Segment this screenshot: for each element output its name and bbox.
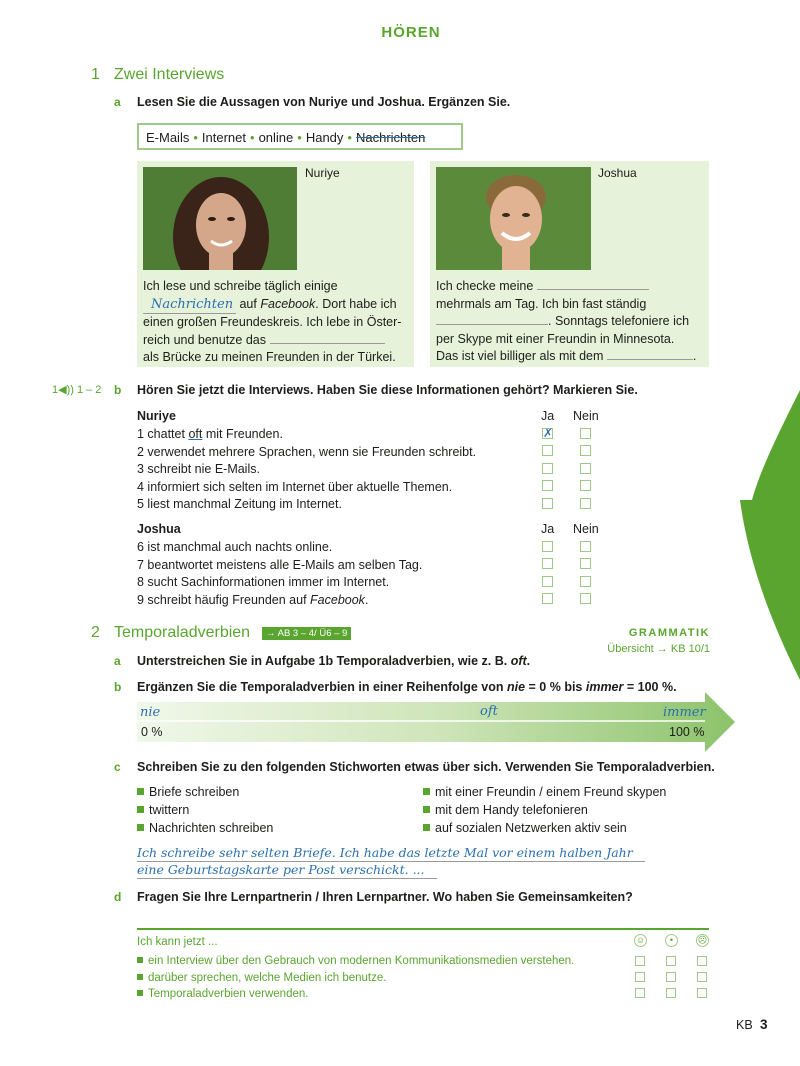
can-do-text: ein Interview über den Gebrauch von modernen Kommunikationsmedien verstehen. — [148, 955, 575, 967]
joshua-line: per Skype mit einer Freundin in Minnesota. — [436, 331, 675, 346]
word-bank-item: Internet — [201, 130, 246, 145]
task-1a-letter: a — [114, 95, 121, 109]
nuriye-answer-1: Nachrichten — [143, 296, 236, 315]
keyword-text: twittern — [149, 803, 190, 817]
checkbox-3-nein[interactable] — [580, 463, 591, 474]
joshua-text — [436, 278, 706, 366]
joshua-photo — [436, 167, 591, 270]
can-do-divider — [137, 928, 709, 930]
col-ja: Ja — [541, 409, 555, 423]
checkbox-6-ja[interactable] — [542, 541, 553, 552]
checkbox-8-ja[interactable] — [542, 576, 553, 587]
joshua-line: Ich checke meine — [436, 279, 534, 293]
grammatik-ref[interactable]: Übersicht → KB 10/1 — [607, 643, 710, 655]
task-2d-instruction: Fragen Sie Ihre Lernpartnerin / Ihren Lernpartner. Wo haben Sie Gemeinsamkeiten? — [137, 890, 633, 904]
nuriye-portrait-image — [143, 167, 297, 270]
task-2a-instruction — [137, 654, 530, 668]
checkbox-2-nein[interactable] — [580, 445, 591, 456]
can-do-3-good[interactable] — [635, 988, 645, 998]
checkbox-5-ja[interactable] — [542, 498, 553, 509]
instruction-text: Ergänzen Sie die Temporaladverbien in einer Reihenfolge von — [137, 680, 507, 694]
task-2d-letter: d — [114, 890, 122, 904]
word-bank-item: online — [258, 130, 294, 145]
joshua-blank-2[interactable] — [436, 313, 548, 325]
checkbox-8-nein[interactable] — [580, 576, 591, 587]
statement-3: 3 schreibt nie E-Mails. — [137, 462, 260, 476]
instruction-text: = 100 %. — [623, 680, 677, 694]
checkbox-6-nein[interactable] — [580, 541, 591, 552]
keyword-item — [423, 801, 666, 819]
statement-2: 2 verwendet mehrere Sprachen, wenn sie Freunden schreibt. — [137, 444, 477, 459]
col-nein-2: Nein — [573, 522, 599, 536]
nuriye-heading: Nuriye — [137, 409, 176, 423]
keywords-left — [137, 783, 273, 837]
nuriye-name: Nuriye — [305, 166, 340, 180]
arrow-pct-100: 100 % — [669, 725, 705, 739]
workbook-ref-badge[interactable]: → AB 3 – 4/ Ü6 – 9 — [262, 627, 351, 640]
can-do-2-bad[interactable] — [697, 972, 707, 982]
statement-1 — [137, 426, 476, 444]
statement-6: 6 ist manchmal auch nachts online. — [137, 540, 333, 554]
keyword-item — [423, 783, 666, 801]
joshua-blank-1[interactable] — [537, 278, 649, 290]
checkbox-7-ja[interactable] — [542, 558, 553, 569]
keyword-text: Nachrichten schreiben — [149, 821, 274, 835]
can-do-heading: Ich kann jetzt ... — [137, 936, 218, 948]
page-header-title: HÖREN — [381, 24, 441, 41]
word-bank-item-crossed: Nachrichten — [355, 130, 426, 145]
statement-text: 9 schreibt häufig Freunden auf — [137, 592, 311, 607]
can-do-1-ok[interactable] — [666, 956, 676, 966]
nuriye-line: auf — [239, 296, 257, 311]
statement-text: 1 chattet — [137, 427, 189, 441]
statement-text: mit Freunden. — [202, 427, 283, 441]
joshua-heading: Joshua — [137, 522, 181, 536]
nuriye-line: einen großen Freundeskreis. Ich lebe in Öster- — [143, 315, 402, 329]
smiley-happy-icon: ☺ — [635, 935, 646, 945]
joshua-blank-3[interactable] — [607, 348, 693, 360]
can-do-1-bad[interactable] — [697, 956, 707, 966]
keyword-item — [137, 783, 273, 801]
keyword-item — [423, 819, 666, 837]
statement-text: . — [364, 592, 369, 607]
instruction-italic: immer — [585, 680, 624, 694]
checkbox-2-ja[interactable] — [542, 445, 553, 456]
checkbox-9-nein[interactable] — [580, 593, 591, 604]
task-2c-instruction: Schreiben Sie zu den folgenden Stichworten etwas über sich. Verwenden Sie Temporaladverbien. — [137, 760, 715, 774]
nuriye-line: als Brücke zu meinen Freunden in der Türkei. — [143, 350, 396, 364]
statement-8: 8 sucht Sachinformationen immer im Internet. — [137, 575, 390, 589]
joshua-portrait-image — [436, 167, 591, 270]
can-do-item — [137, 953, 574, 970]
keyword-text: mit einer Freundin / einem Freund skypen — [435, 785, 667, 799]
keyword-text: auf sozialen Netzwerken aktiv sein — [435, 821, 627, 835]
nuriye-blank-2[interactable] — [270, 332, 385, 344]
footer-book: KB — [736, 1018, 753, 1032]
can-do-2-good[interactable] — [635, 972, 645, 982]
nuriye-text — [143, 278, 411, 367]
arrow-word-immer: immer — [663, 705, 706, 720]
chapter-tab — [740, 390, 800, 680]
instruction-text: = 0 % bis — [525, 680, 586, 694]
section1-number: 1 — [91, 66, 100, 83]
keywords-right — [423, 783, 666, 837]
keyword-text: Briefe schreiben — [149, 785, 240, 799]
handwriting-line-1[interactable]: Ich schreibe sehr selten Briefe. Ich habe das letzte Mal vor einem halben Jahr — [137, 845, 645, 862]
statement-4: 4 informiert sich selten im Internet über aktuelle Themen. — [137, 479, 453, 494]
smiley-neutral-icon: • — [665, 934, 678, 947]
section1-title: Zwei Interviews — [114, 66, 225, 83]
grammatik-label: GRAMMATIK — [628, 627, 710, 639]
task-1b-letter: b — [114, 383, 122, 397]
col-ja-2: Ja — [541, 522, 555, 536]
statement-9 — [137, 592, 422, 610]
can-do-3-ok[interactable] — [666, 988, 676, 998]
instruction-italic: nie — [507, 680, 526, 694]
arrow-word-nie: nie — [140, 705, 161, 720]
statement-5: 5 liest manchmal Zeitung im Internet. — [137, 497, 342, 511]
checkbox-4-nein[interactable] — [580, 480, 591, 491]
joshua-line: Das ist viel billiger als mit dem — [436, 349, 604, 363]
statement-7: 7 beantwortet meistens alle E-Mails am selben Tag. — [137, 557, 423, 572]
audio-track-ref[interactable]: 1◀)) 1 – 2 — [52, 384, 102, 396]
can-do-text: darüber sprechen, welche Medien ich benutze. — [148, 971, 387, 984]
joshua-line: . Sonntags telefoniere ich — [548, 314, 690, 328]
joshua-line: . — [692, 349, 697, 363]
chapter-number: 1 — [763, 448, 787, 495]
word-bank-item: Handy — [305, 130, 344, 145]
can-do-1-good[interactable] — [635, 956, 645, 966]
task-2a-letter: a — [114, 654, 121, 668]
arrow-pct-0: 0 % — [141, 725, 163, 739]
smiley-sad-icon: ☹ — [697, 935, 708, 945]
word-bank-item: E-Mails — [146, 130, 190, 145]
can-do-2-ok[interactable] — [666, 972, 676, 982]
page-number: 3 — [760, 1017, 768, 1032]
keyword-item — [137, 801, 273, 819]
can-do-item — [137, 970, 574, 987]
statement-italic: Facebook — [310, 592, 365, 607]
col-nein: Nein — [573, 409, 599, 423]
task-1b-instruction: Hören Sie jetzt die Interviews. Haben Sie diese Informationen gehört? Markieren Sie. — [137, 383, 638, 397]
instruction-text: Unterstreichen Sie in Aufgabe 1b Temporaladverbien, wie z. B. — [137, 654, 511, 668]
checkbox-1-nein[interactable] — [580, 428, 591, 439]
nuriye-line: . Dort habe ich — [315, 296, 397, 311]
word-bank: E-Mails • Internet • online • Handy • Nachrichten — [137, 123, 463, 150]
instruction-text: . — [526, 654, 531, 668]
task-2c-letter: c — [114, 760, 121, 774]
section2-title: Temporaladverbien — [114, 624, 251, 641]
can-do-list — [137, 953, 574, 1003]
handwriting-line-2[interactable]: eine Geburtstagskarte per Post verschickt. ... — [137, 862, 437, 879]
checkbox-5-nein[interactable] — [580, 498, 591, 509]
joshua-name: Joshua — [598, 166, 637, 180]
nuriye-statements — [137, 426, 476, 514]
can-do-item — [137, 986, 574, 1003]
can-do-3-bad[interactable] — [697, 988, 707, 998]
nuriye-line: reich und benutze das — [143, 332, 267, 347]
joshua-statements — [137, 539, 422, 609]
frequency-arrow — [137, 692, 739, 754]
nuriye-photo — [143, 167, 297, 270]
checkbox-4-ja[interactable] — [542, 480, 553, 491]
instruction-italic: oft — [510, 654, 527, 668]
checkbox-9-ja[interactable] — [542, 593, 553, 604]
task-1a-instruction: Lesen Sie die Aussagen von Nuriye und Joshua. Ergänzen Sie. — [137, 95, 511, 109]
keyword-text: mit dem Handy telefonieren — [435, 803, 588, 817]
arrow-word-oft: oft — [480, 704, 498, 719]
checkbox-1-ja[interactable] — [542, 428, 553, 439]
nuriye-line: Ich lese und schreibe täglich einige — [143, 279, 338, 293]
checkbox-3-ja[interactable] — [542, 463, 553, 474]
can-do-text: Temporaladverbien verwenden. — [148, 988, 309, 1000]
nuriye-facebook: Facebook — [260, 296, 316, 311]
task-2b-letter: b — [114, 680, 122, 694]
checkbox-7-nein[interactable] — [580, 558, 591, 569]
keyword-item — [137, 819, 273, 837]
section2-number: 2 — [91, 624, 100, 641]
joshua-line: mehrmals am Tag. Ich bin fast ständig — [436, 296, 647, 311]
underlined-adverb: oft — [188, 427, 203, 441]
